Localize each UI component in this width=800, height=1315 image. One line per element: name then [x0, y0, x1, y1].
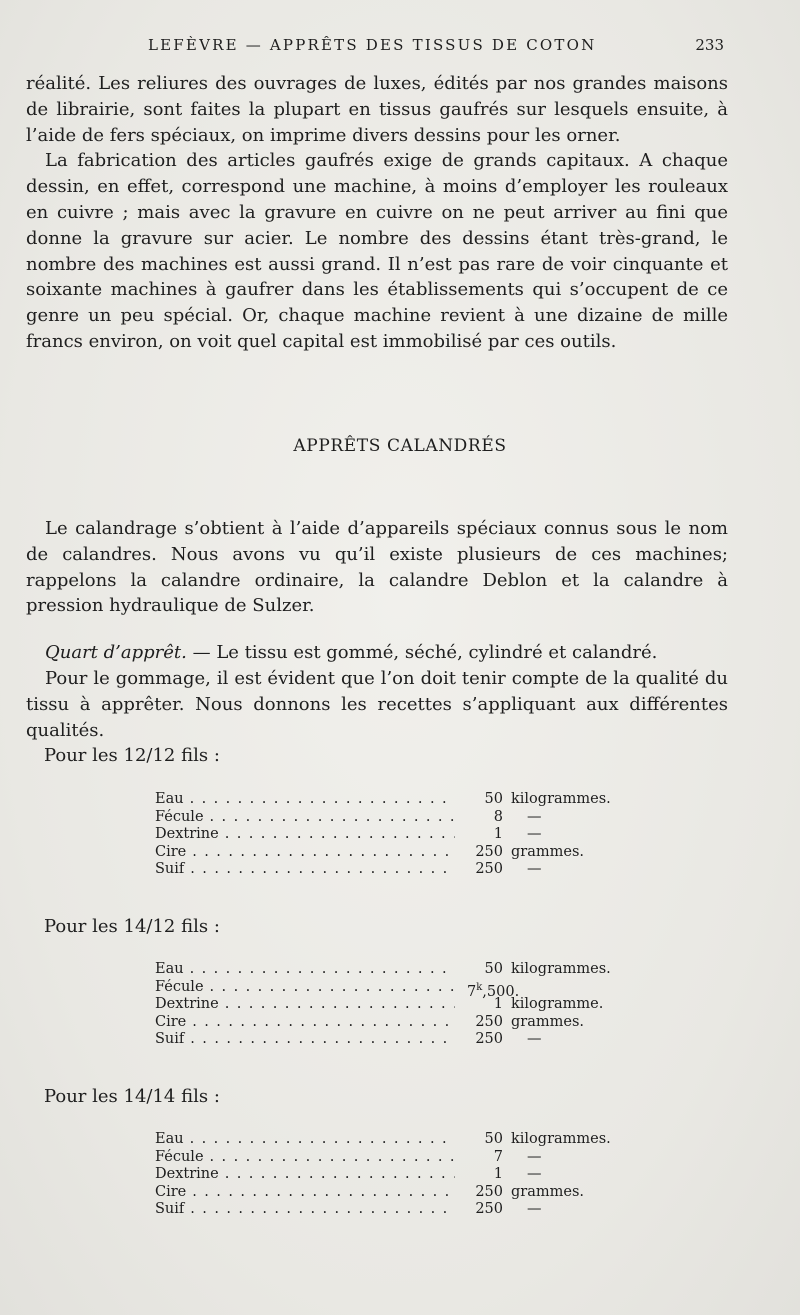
quantity-tail: ,500. — [482, 983, 520, 1000]
ingredient-name: Eau . . . — [155, 961, 455, 979]
recipe-table-14-12 — [155, 961, 615, 1049]
ingredient-unit: grammes. — [511, 1013, 584, 1030]
running-title: LEFÈVRE — APPRÊTS DES TISSUS DE COTON — [148, 36, 597, 54]
ingredient-quantity: 250 — [475, 861, 503, 877]
ingredient-unit: — — [527, 1148, 542, 1165]
intro-paragraph-2: La fabrication des articles gaufrés exige de grands capitaux. A chaque dessin, en effet, correspond une machine, à moins d’employer les rouleaux en cuivre ; mais avec la gravure en cuivre on ne peut arriver au fini que donne la gravure sur acier. Le nombre des dessins étant très-grand, le nombre des machines est aussi grand. Il n’est pas rare de voir cinquante et soixante machines à gaufrer dans les établissements qui s’occupent de ce genre un peu spécial. Or, chaque machine revient à une dizaine de mille francs environ, on voit quel capital est immobilisé par ces outils. — [26, 150, 728, 352]
ingredient-unit: grammes. — [511, 843, 584, 860]
ingredient-quantity: 50 — [484, 961, 503, 977]
ingredient-name: Cire . . . — [155, 1014, 455, 1032]
recipe-heading-12-12: Pour les 12/12 fils : — [44, 745, 220, 766]
ingredient-unit: kilogrammes. — [511, 1131, 611, 1147]
recipe-row — [155, 791, 615, 809]
recipe-row — [155, 844, 615, 862]
recipe-row — [155, 1184, 615, 1202]
ingredient-name: Eau . . . — [155, 1131, 455, 1149]
ingredient-quantity: 250 — [475, 1031, 503, 1047]
ingredient-quantity: 250 — [475, 1013, 503, 1030]
recipe-table-12-12 — [155, 791, 615, 879]
recipe-row — [155, 1201, 615, 1219]
recipe-heading-14-12: Pour les 14/12 fils : — [44, 916, 220, 937]
running-head — [0, 36, 800, 58]
section-text — [26, 516, 728, 743]
ingredient-unit: — — [527, 826, 542, 842]
ingredient-name: Suif . . . — [155, 861, 455, 879]
recipe-row — [155, 1166, 615, 1184]
page-number: 233 — [695, 36, 724, 54]
recipe-row — [155, 996, 615, 1014]
recipe-row — [155, 1031, 615, 1049]
intro-text — [26, 71, 728, 355]
intro-paragraph-1: réalité. Les reliures des ouvrages de luxes, édités par nos grandes maisons de librairie, sont faites la plupart en tissus gaufrés sur lesquels ensuite, à l’aide de fers spéciaux, on imprime divers dessins pour les orner. — [26, 73, 728, 146]
recipe-heading-14-14: Pour les 14/14 fils : — [44, 1086, 220, 1107]
ingredient-name: Eau . . . — [155, 791, 455, 809]
ingredient-name: Suif . . . — [155, 1201, 455, 1219]
section-title: APPRÊTS CALANDRÉS — [293, 436, 507, 456]
recipe-row — [155, 961, 615, 979]
ingredient-name: Suif . . . — [155, 1031, 455, 1049]
ingredient-unit: — — [527, 808, 542, 825]
ingredient-quantity: 1 — [493, 1166, 503, 1182]
ingredient-unit: — — [527, 1031, 542, 1047]
ingredient-name: Cire . . . — [155, 844, 455, 862]
ingredient-quantity: 8 — [493, 808, 503, 825]
ingredient-unit: kilogrammes. — [511, 961, 611, 977]
ingredient-name: Cire . . . — [155, 1184, 455, 1202]
ingredient-unit: kilogrammes. — [511, 791, 611, 807]
recipe-row — [155, 809, 615, 827]
recipe-row — [155, 861, 615, 879]
ingredient-name: Dextrine . . . — [155, 1166, 455, 1184]
recipe-row — [155, 1131, 615, 1149]
section-paragraph-2: Pour le gommage, il est évident que l’on doit tenir compte de la qualité du tissu à apprêter. Nous donnons les recettes s’appliquant aux différentes qualités. — [26, 667, 728, 741]
recipe-row — [155, 826, 615, 844]
recipe-table-14-14 — [155, 1131, 615, 1219]
quart-text: — Le tissu est gommé, séché, cylindré et calandré. — [186, 642, 658, 664]
quantity-unit-superscript: k — [476, 981, 483, 993]
ingredient-name: Fécule . . . — [155, 1149, 455, 1167]
ingredient-unit: kilogramme. — [511, 996, 604, 1012]
recipe-row — [155, 1149, 615, 1167]
ingredient-unit: — — [527, 1201, 542, 1217]
ingredient-unit: — — [527, 1166, 542, 1182]
ingredient-unit: — — [527, 861, 542, 877]
ingredient-quantity: 250 — [475, 1201, 503, 1217]
ingredient-quantity: 250 — [475, 843, 503, 860]
quart-paragraph — [26, 640, 728, 666]
quantity-main: 7 — [467, 983, 477, 1000]
ingredient-quantity: 1 — [493, 996, 503, 1012]
ingredient-quantity: 7 — [493, 1148, 503, 1165]
ingredient-quantity: 250 — [475, 1183, 503, 1200]
quart-label: Quart d’apprêt. — [45, 642, 187, 664]
ingredient-quantity: 1 — [493, 826, 503, 842]
recipe-row — [155, 1014, 615, 1032]
recipe-row — [155, 978, 615, 1000]
ingredient-name: Dextrine . . . — [155, 996, 455, 1014]
ingredient-name: Fécule . . . — [155, 809, 455, 827]
ingredient-unit: grammes. — [511, 1183, 584, 1200]
ingredient-name: Dextrine . . . — [155, 826, 455, 844]
ingredient-quantity: 50 — [484, 791, 503, 807]
section-paragraph-1: Le calandrage s’obtient à l’aide d’appareils spéciaux connus sous le nom de calandres. Nous avons vu qu’il existe plusieurs de ces machines; rappelons la calandre ordinaire, la calandre Deblon et la calandre à pression hydraulique de Sulzer. — [26, 518, 728, 617]
ingredient-quantity: 50 — [484, 1131, 503, 1147]
ingredient-name: Fécule . . . — [155, 979, 455, 997]
